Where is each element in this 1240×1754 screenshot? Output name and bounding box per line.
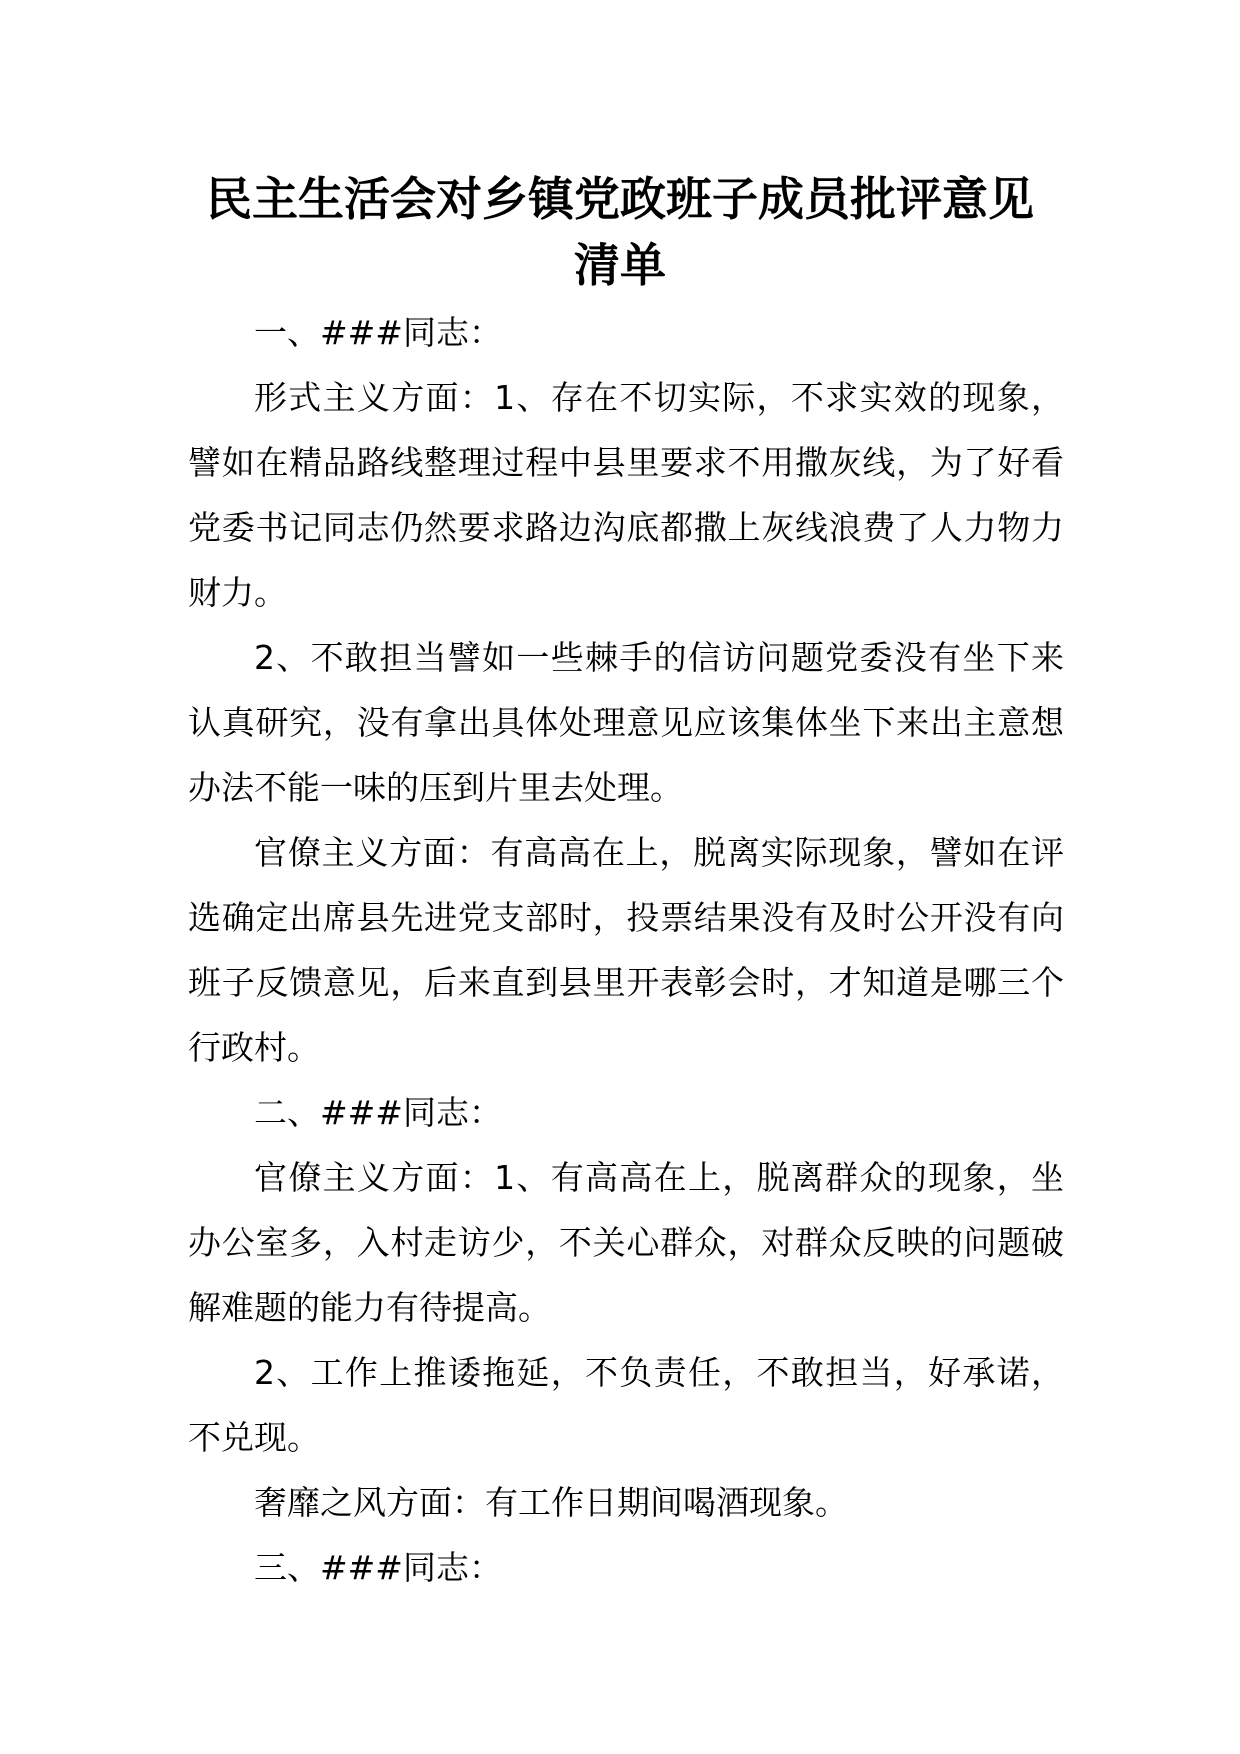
paragraph: 官僚主义方面：1、有高高在上，脱离群众的现象，坐办公室多，入村走访少，不关心群众，对群众反映的问题破解难题的能力有待提高。 [188,1158,1064,1327]
section-heading-1: 一、###同志： [254,313,502,352]
paragraph: 2、工作上推诿拖延，不负责任，不敢担当，好承诺，不兑现。 [188,1353,1064,1457]
paragraph: 官僚主义方面：有高高在上，脱离实际现象，譬如在评选确定出席县先进党支部时，投票结果没有及时公开没有向班子反馈意见，后来直到县里开表彰会时，才知道是哪三个行政村。 [188,833,1064,1067]
document-title-line-1: 民主生活会对乡镇党政班子成员批评意见 [206,172,1034,226]
section-heading-3: 三、###同志： [254,1548,502,1587]
section-heading-2: 二、###同志： [254,1093,502,1132]
paragraph: 形式主义方面：1、存在不切实际，不求实效的现象，譬如在精品路线整理过程中县里要求不用撒灰线，为了好看党委书记同志仍然要求路边沟底都撒上灰线浪费了人力物力财力。 [188,378,1064,612]
document-body [188,300,1064,1600]
paragraph: 奢靡之风方面：有工作日期间喝酒现象。 [254,1483,848,1522]
document-title-line-2: 清单 [574,238,666,292]
paragraph: 2、不敢担当譬如一些棘手的信访问题党委没有坐下来认真研究，没有拿出具体处理意见应该集体坐下来出主意想办法不能一味的压到片里去处理。 [188,638,1064,807]
